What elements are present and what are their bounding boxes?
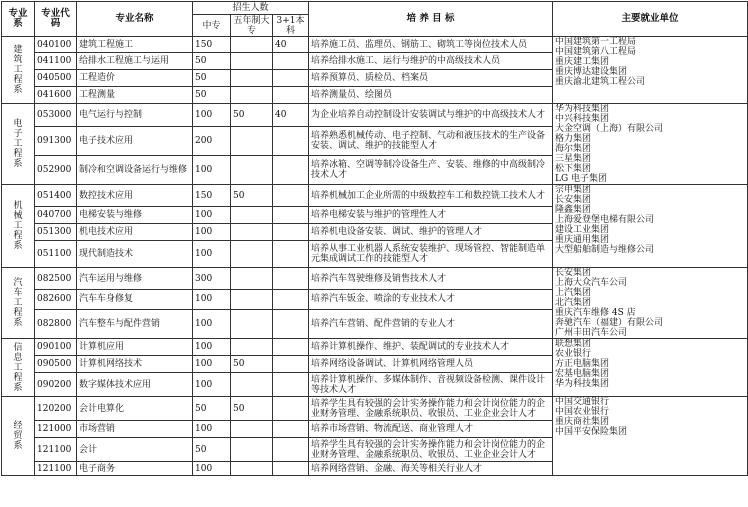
count-zhongzhuan: 100 [193, 421, 231, 438]
employer-list [553, 104, 748, 185]
training-objective: 培养网络设备调试、计算机网络管理人员 [309, 356, 553, 373]
employer-list [553, 397, 748, 476]
table-row [2, 397, 748, 421]
major-code: 090500 [35, 356, 77, 373]
training-objective: 培养熟悉机械传动、电子控制、气动和液压技术的生产设备安装、调试、维护的技能型人才 [309, 127, 553, 156]
major-code: 121100 [35, 462, 77, 476]
count-zhongzhuan: 200 [193, 127, 231, 156]
count-benke [273, 438, 309, 462]
training-objective: 培养网络营销、金融、海关等相关行业人才 [309, 462, 553, 476]
dept-name: 电 子 工 程 系 [2, 104, 35, 185]
count-wunian [231, 309, 273, 338]
employer-item: 方正电脑集团 [555, 359, 610, 369]
employer-item: 广州丰田汽车公司 [555, 328, 628, 338]
count-zhongzhuan: 50 [193, 87, 231, 104]
employer-item: 重庆渝北建筑工程公司 [555, 77, 646, 87]
major-name: 现代制造技术 [77, 241, 193, 268]
count-benke [273, 207, 309, 224]
header-wunian: 五年制大专 [231, 15, 273, 37]
header-code: 专业代码 [35, 2, 77, 37]
count-zhongzhuan: 100 [193, 104, 231, 127]
table-row [2, 339, 748, 356]
training-objective: 培养电梯安装与维护的管理性人才 [309, 207, 553, 224]
count-benke [273, 268, 309, 290]
count-wunian [231, 290, 273, 309]
count-zhongzhuan: 50 [193, 397, 231, 421]
employer-item: 中国建筑第一工程局 [555, 37, 637, 47]
count-wunian [231, 339, 273, 356]
count-benke: 40 [273, 104, 309, 127]
major-name: 汽车运用与维修 [77, 268, 193, 290]
employer-item: 奔驰汽车（福建）有限公司 [555, 318, 664, 328]
count-wunian [231, 37, 273, 53]
count-zhongzhuan: 100 [193, 356, 231, 373]
major-code: 052900 [35, 156, 77, 185]
major-code: 091300 [35, 127, 77, 156]
major-name: 工程造价 [77, 70, 193, 87]
employer-list [553, 185, 748, 268]
major-name: 数控技术应用 [77, 185, 193, 207]
count-benke: 40 [273, 37, 309, 53]
count-wunian: 50 [231, 185, 273, 207]
count-wunian [231, 127, 273, 156]
header-objective: 培 养 目 标 [309, 2, 553, 37]
major-name: 建筑工程施工 [77, 37, 193, 53]
major-name: 电气运行与控制 [77, 104, 193, 127]
count-wunian [231, 268, 273, 290]
count-benke [273, 397, 309, 421]
employer-item: 中国建筑第八工程局 [555, 47, 637, 57]
employer-item: 大金空调（上海）有限公司 [555, 124, 664, 134]
count-benke [273, 87, 309, 104]
table-row [2, 185, 748, 207]
employer-item: 建设工业集团 [555, 225, 610, 235]
employer-item: 中国平安保险集团 [555, 427, 628, 437]
count-wunian [231, 438, 273, 462]
count-benke [273, 185, 309, 207]
major-code: 040700 [35, 207, 77, 224]
count-benke [273, 290, 309, 309]
employer-item: 上海爱登堡电梯有限公司 [555, 215, 655, 225]
count-wunian [231, 207, 273, 224]
major-code: 082600 [35, 290, 77, 309]
count-benke [273, 373, 309, 397]
employer-item: 华为科技集团 [555, 379, 610, 389]
employer-item: 三星集团 [555, 154, 592, 164]
major-code: 090100 [35, 339, 77, 356]
major-name: 电子商务 [77, 462, 193, 476]
major-code: 053000 [35, 104, 77, 127]
employer-item: 海尔集团 [555, 144, 592, 154]
employer-item: 北汽集团 [555, 298, 592, 308]
major-name: 机电技术应用 [77, 224, 193, 241]
major-name: 电子技术应用 [77, 127, 193, 156]
dept-name: 机 械 工 程 系 [2, 185, 35, 268]
major-code: 121100 [35, 438, 77, 462]
table-row [2, 268, 748, 290]
employer-item: 重庆商社集团 [555, 417, 610, 427]
training-objective: 培养给排水施工、运行与维护的中高级技术人员 [309, 53, 553, 70]
count-wunian: 50 [231, 104, 273, 127]
major-code: 041600 [35, 87, 77, 104]
employer-item: 重庆建工集团 [555, 57, 610, 67]
count-wunian [231, 373, 273, 397]
count-zhongzhuan: 100 [193, 373, 231, 397]
count-wunian: 50 [231, 397, 273, 421]
major-code: 040500 [35, 70, 77, 87]
count-zhongzhuan: 50 [193, 438, 231, 462]
employer-item: 上汽集团 [555, 288, 592, 298]
count-zhongzhuan: 100 [193, 462, 231, 476]
count-wunian [231, 224, 273, 241]
employer-item: 华为科技集团 [555, 104, 610, 114]
count-benke [273, 339, 309, 356]
training-objective: 培养冰箱、空调等制冷设备生产、安装、维修的中高级制冷技术人才 [309, 156, 553, 185]
count-wunian [231, 421, 273, 438]
count-wunian [231, 53, 273, 70]
header-enroll: 招生人数 [193, 2, 309, 15]
training-objective: 培养汽车钣金、喷涂的专业技术人才 [309, 290, 553, 309]
dept-name: 建 筑 工 程 系 [2, 37, 35, 104]
count-zhongzhuan: 100 [193, 207, 231, 224]
count-zhongzhuan: 100 [193, 156, 231, 185]
major-name: 给排水工程施工与运用 [77, 53, 193, 70]
employer-item: 联想集团 [555, 339, 592, 349]
count-zhongzhuan: 100 [193, 224, 231, 241]
major-name: 制冷和空调设备运行与维修 [77, 156, 193, 185]
count-zhongzhuan: 100 [193, 309, 231, 338]
training-objective: 培养施工员、监理员、钢筋工、砌筑工等岗位技术人员 [309, 37, 553, 53]
major-code: 051100 [35, 241, 77, 268]
count-benke [273, 241, 309, 268]
header-employers: 主要就业单位 [553, 2, 748, 37]
major-code: 041100 [35, 53, 77, 70]
count-benke [273, 70, 309, 87]
count-zhongzhuan: 50 [193, 53, 231, 70]
count-zhongzhuan: 50 [193, 70, 231, 87]
training-objective: 培养学生具有较强的会计实务操作能力和会计岗位能力的企业财务管理、金融系统职员、收银员、工业企业会计人才 [309, 397, 553, 421]
header-benke: 3+1本科 [273, 15, 309, 37]
major-code: 120200 [35, 397, 77, 421]
employer-list [553, 37, 748, 104]
training-objective: 培养汽车驾驶维修及销售技术人才 [309, 268, 553, 290]
dept-name: 汽 车 工 程 系 [2, 268, 35, 339]
employer-item: 中兴科技集团 [555, 114, 610, 124]
training-objective: 培养汽车营销、配件营销的专业人才 [309, 309, 553, 338]
table-row [2, 104, 748, 127]
major-name: 市场营销 [77, 421, 193, 438]
major-name: 计算机网络技术 [77, 356, 193, 373]
major-name: 工程测量 [77, 87, 193, 104]
table-row [2, 37, 748, 53]
major-code: 051400 [35, 185, 77, 207]
count-benke [273, 309, 309, 338]
employer-item: 长安集团 [555, 268, 592, 278]
training-objective: 培养从事工业机器人系统安装维护、现场管控、智能制造单元集成调试工作的技能型人才 [309, 241, 553, 268]
training-objective: 培养测量员、绘图员 [309, 87, 553, 104]
employer-item: 宗申集团 [555, 185, 592, 195]
training-objective: 为企业培养自动控制设计安装调试与维护的中高级技术人才 [309, 104, 553, 127]
count-zhongzhuan: 100 [193, 339, 231, 356]
count-benke [273, 156, 309, 185]
header-zhongzhuan: 中专 [193, 15, 231, 37]
employer-item: 隆鑫集团 [555, 205, 592, 215]
header-name: 专业名称 [77, 2, 193, 37]
employer-item: LG 电子集团 [555, 174, 608, 184]
major-code: 121000 [35, 421, 77, 438]
count-wunian: 50 [231, 356, 273, 373]
employer-list [553, 268, 748, 339]
major-name: 数字媒体技术应用 [77, 373, 193, 397]
employer-item: 格力集团 [555, 134, 592, 144]
training-objective: 培养市场营销、物流配送、商业管理人才 [309, 421, 553, 438]
employer-item: 中国农业银行 [555, 407, 610, 417]
training-objective: 培养学生具有较强的会计实务操作能力和会计岗位能力的企业财务管理、金融系统职员、收银员、工业企业会计人才 [309, 438, 553, 462]
employer-list [553, 339, 748, 397]
major-code: 082800 [35, 309, 77, 338]
employer-item: 宏基电脑集团 [555, 369, 610, 379]
dept-name: 经 贸 系 [2, 397, 35, 476]
employer-item: 上海大众汽车公司 [555, 278, 628, 288]
count-benke [273, 224, 309, 241]
major-name: 汽车整车与配件营销 [77, 309, 193, 338]
count-benke [273, 53, 309, 70]
training-objective: 培养机械加工企业所需的中级数控车工和数控铣工技术人才 [309, 185, 553, 207]
employer-item: 大型船舶制造与维修公司 [555, 245, 655, 255]
count-benke [273, 462, 309, 476]
count-zhongzhuan: 150 [193, 185, 231, 207]
table-body [2, 37, 748, 476]
major-name: 会计 [77, 438, 193, 462]
employer-item: 长安集团 [555, 195, 592, 205]
count-wunian [231, 241, 273, 268]
header-dept: 专业系 [2, 2, 35, 37]
count-zhongzhuan: 300 [193, 268, 231, 290]
count-zhongzhuan: 100 [193, 290, 231, 309]
employer-item: 松下集团 [555, 164, 592, 174]
major-name: 计算机应用 [77, 339, 193, 356]
count-zhongzhuan: 100 [193, 241, 231, 268]
employer-item: 重庆通用集团 [555, 235, 610, 245]
training-objective: 培养计算机操作、维护、装配调试的专业技术人才 [309, 339, 553, 356]
employer-item: 重庆汽车维修 4S 店 [555, 308, 636, 318]
count-wunian [231, 87, 273, 104]
dept-name: 信 息 工 程 系 [2, 339, 35, 397]
count-wunian [231, 70, 273, 87]
count-zhongzhuan: 150 [193, 37, 231, 53]
major-code: 040100 [35, 37, 77, 53]
major-code: 082500 [35, 268, 77, 290]
count-wunian [231, 156, 273, 185]
major-name: 电梯安装与维修 [77, 207, 193, 224]
count-benke [273, 356, 309, 373]
training-objective: 培养机电设备安装、调试、维护的管理人才 [309, 224, 553, 241]
training-objective: 培养计算机操作、多媒体制作、音视频设备检测、课件设计等技术人才 [309, 373, 553, 397]
major-code: 051300 [35, 224, 77, 241]
employer-item: 农业银行 [555, 349, 592, 359]
count-benke [273, 127, 309, 156]
count-wunian [231, 462, 273, 476]
training-objective: 培养预算员、质检员、档案员 [309, 70, 553, 87]
major-code: 090200 [35, 373, 77, 397]
major-name: 汽车车身修复 [77, 290, 193, 309]
enrollment-table [1, 1, 748, 476]
count-benke [273, 421, 309, 438]
major-name: 会计电算化 [77, 397, 193, 421]
employer-item: 重庆博达建设集团 [555, 67, 628, 77]
employer-item: 中国交通银行 [555, 397, 610, 407]
